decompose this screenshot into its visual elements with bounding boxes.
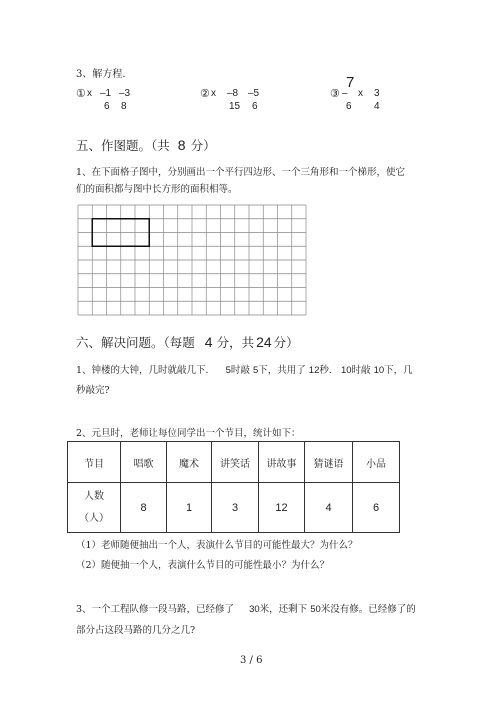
q1-text-e: 下，共用了 (258, 365, 306, 376)
q3-text-b: 30 (249, 604, 260, 615)
section5-heading-score: 8 (177, 137, 186, 153)
value-cell: 4 (305, 483, 353, 533)
eq2-top-a: –8 (227, 88, 239, 99)
q1-text-f: 12 (308, 365, 320, 376)
section5-heading-post: 分） (190, 138, 216, 153)
section6-heading-post: 分） (273, 335, 299, 350)
q1-text-d: 5 (252, 365, 259, 376)
section6-heading-score1: 4 (204, 334, 213, 350)
value-cell: 3 (212, 483, 259, 533)
eq1-bottom-b: 8 (121, 101, 127, 112)
header-cell: 猜谜语 (305, 442, 353, 483)
eq2-bottom-b: 6 (252, 101, 258, 112)
q1-text-a: 1、钟楼的大钟，几时就敲几下. (76, 365, 209, 376)
eq3-bottom-b: 4 (374, 101, 380, 112)
eq2-var: x (211, 88, 216, 99)
q1-text-b: 5 (225, 365, 231, 376)
q1-text-h: 10 (340, 365, 352, 376)
q3-text-e: 米没有修。已经修了的 (320, 604, 416, 615)
header-cell: 唱歌 (121, 442, 167, 483)
q3-text-d: 50 (310, 604, 321, 615)
section6-heading-score2: 24 (256, 334, 272, 350)
section6-q3-line2: 部分占这段马路的几分之几? (76, 625, 196, 636)
q3-text-a: 3、一个工程队修一段马路，已经修了 (76, 604, 235, 615)
value-cell: 12 (259, 483, 305, 533)
section6-heading-pre: 六、解决问题。（每题 (76, 335, 195, 350)
q3-title: 3、解方程. (76, 69, 126, 80)
q1-text-i: 时敲 (351, 365, 371, 376)
section6-q2-sub1: （1）老师随便抽出一个人，表演什么节目的可能性最大？为什么？ (76, 540, 358, 551)
header-cell: 魔术 (167, 442, 212, 483)
section5-heading (76, 136, 216, 154)
stats-table (67, 441, 400, 533)
eq2-top-b: –5 (248, 88, 260, 99)
section5-q1-line1: 1、在下面格子图中，分别画出一个平行四边形、一个三角形和一个梯形，使它 (76, 167, 406, 178)
row1-label: 节目 (68, 442, 121, 483)
section5-heading-pre: 五、作图题。（共 (76, 138, 170, 153)
header-cell: 讲故事 (259, 442, 305, 483)
section6-heading-mid: 分，共 (216, 335, 255, 350)
eq3-top-num: 7 (346, 74, 355, 91)
eq1-var: x (87, 88, 92, 99)
section6-heading (76, 333, 299, 351)
eq3-top-b: 3 (374, 88, 380, 99)
eq1-marker: ① (76, 87, 86, 100)
grid-svg (76, 204, 307, 316)
eq2-bottom-a: 15 (229, 101, 241, 112)
eq3-bottom-a: 6 (346, 101, 352, 112)
section6-q2-sub2: （2）随便抽一个人，表演什么节目的可能性最小？为什么？ (76, 560, 330, 571)
row2-label-top: 人数 (84, 490, 104, 502)
table-row (68, 442, 400, 483)
section6-q1-line1 (76, 362, 413, 376)
eq1-top-b: –3 (119, 88, 131, 99)
section6-q1-line2: 秒敲完? (76, 385, 110, 396)
table-row (68, 483, 400, 533)
q1-text-c: 时敲 (230, 365, 250, 376)
q1-text-k: 下，几 (384, 365, 413, 376)
page-number: 3 / 6 (240, 655, 263, 666)
q3-text-c: 米，还剩下 (259, 604, 308, 615)
row2-label (68, 483, 121, 533)
value-cell: 8 (121, 483, 167, 533)
header-cell: 讲笑话 (212, 442, 259, 483)
eq2-marker: ② (200, 87, 210, 100)
section6-q2-intro: 2、元旦时，老师让每位同学出一个节目，统计如下： (76, 428, 301, 439)
eq3-var: x (358, 88, 363, 99)
header-cell: 小品 (353, 442, 400, 483)
eq1-bottom-a: 6 (104, 101, 110, 112)
value-cell: 1 (167, 483, 212, 533)
drawing-grid (76, 204, 307, 316)
eq1-top-a: –1 (100, 88, 112, 99)
section6-q3-line1 (76, 601, 416, 615)
row2-label-bottom: （人） (79, 512, 109, 524)
eq3-top-a: – (342, 88, 348, 99)
value-cell: 6 (353, 483, 400, 533)
eq3-marker: ③ (330, 87, 340, 100)
q1-text-g: 秒. (319, 365, 332, 376)
q1-text-j: 10 (373, 365, 385, 376)
section5-q1-line2: 们的面积都与图中长方形的面积相等。 (76, 184, 238, 195)
